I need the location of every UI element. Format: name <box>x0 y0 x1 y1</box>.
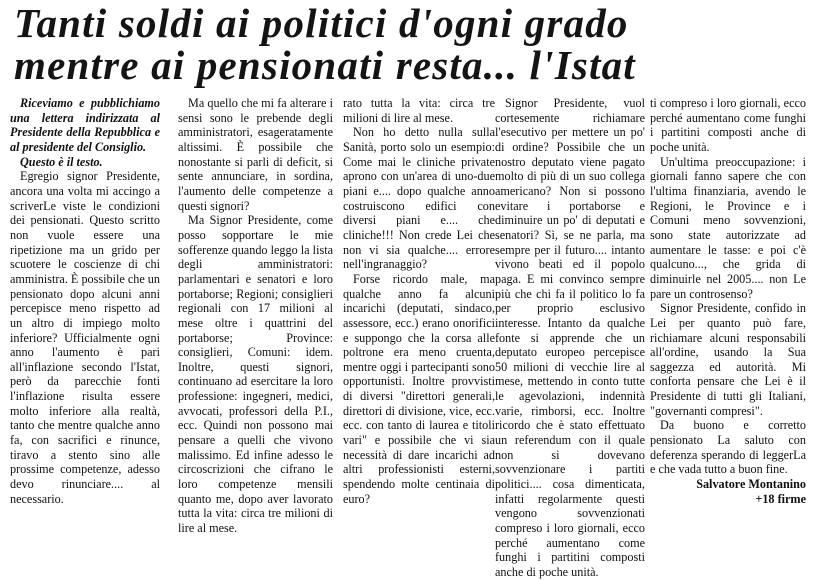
article-column-4 <box>495 96 645 579</box>
article-column-2 <box>178 96 333 536</box>
paragraph: Forse ricordo male, ma qualche anno fa alcuni incarichi (deputati, sindaco, assessore, ecc.) erano onorifici e suppongo che la corsa alle poltrone era meno cruenta, mentre oggi i partecipanti sono opportunisti. Inoltre provvisti di diversi "direttori generali, direttori di divisione, vice, ecc. ecc. con tanto di laurea e titoli vari" e possibile che vi sia necessità di dare incarichi ad altri professionisti esterni, spendendo molte centinaia di euro? <box>343 271 495 506</box>
intro-paragraph: Riceviamo e pubblichiamo una lettera indirizzata al Presidente della Repubblica e al presidente del Consiglio. <box>10 96 160 154</box>
paragraph: Signor Presidente, vuol cortesemente richiamare l'esecutivo per mettere un po' di ordine? Possibile che un nostro deputato viene pagato molto di più di un suo collega americano? Non si possono evitare i portaborse e diminuire un po' di deputati e senatori? Sì, se ne parla, ma sempre per il futuro.... intanto vivono beati ed il popolo paga. E mi convinco sempre più che chi fa il politico lo fa per proprio esclusivo interesse. Intanto da qualche fonte si apprende che un deputato europeo percepisce 50 milioni di vecchie lire al mese, mettendo in conto tutte le agevolazioni, indennità varie, rimborsi, ecc. Inoltre ricordo che è stato effettuato un referendum con il quale non si dovevano sovvenzionare i partiti politici.... cosa dimenticata, infatti regolarmente questi vengono sovvenzionati compreso i loro giornali, ecco perché aumentano come funghi i partitini composti anche di poche unità. <box>495 96 645 579</box>
paragraph: Ma quello che mi fa alterare i sensi sono le prebende degli amministratori, esageratamente altissimi. È possibile che nonostante si parli di deficit, si sente annunciare, in sordina, l'aumento delle competenze a questi signori? <box>178 96 333 213</box>
paragraph: Non ho detto nulla sulla Sanità, porto solo un esempio: Come mai le cliniche private aprono con un'area di uno-due piani e.... dopo qualche anno costruiscono edifici con diversi piani e.... che cliniche!!! Non crede Lei che non vi sia qualche.... errore nell'ingranaggio? <box>343 125 495 272</box>
article-column-3 <box>343 96 495 506</box>
intro-lead: Questo è il testo. <box>20 154 103 169</box>
headline-line-1: Tanti soldi ai politici d'ogni grado <box>14 0 629 46</box>
paragraph: Un'ultima preoccupazione: i giornali fanno sapere che con l'ultima finanziaria, avendo le Regioni, le Province e i Comuni meno sovvenzioni, sono state autorizzate ad aumentare le tasse: e poi c'è qualcuno..., che grida di diminuirle nel 2005.... non Le pare un controsenso? <box>650 154 806 301</box>
paragraph: rato tutta la vita: circa tre milioni di lire al mese. <box>343 96 495 125</box>
signature-name: Salvatore Montanino <box>696 477 806 492</box>
paragraph: Signor Presidente, confido in Lei per quanto può fare, richiamare alcuni responsabili all'ordine, usando la Sua saggezza ed autorità. Mi conforta pensare che Lei è il Presidente di tutti gli Italiani, "governanti compresi". <box>650 301 806 418</box>
paragraph: Da buono e corretto pensionato La saluto con deferenza sperando di leggerLa e che vada tutto a buon fine. <box>650 418 806 477</box>
paragraph: ti compreso i loro giornali, ecco perché aumentano come funghi i partitini composti anche di poche unità. <box>650 96 806 154</box>
article-column-5 <box>650 96 806 506</box>
paragraph: Ma Signor Presidente, come posso sopportare le mie sofferenze quando leggo la lista degli amministratori: parlamentari e senatori e loro portaborse; Regioni; consiglieri regionali con 17 milioni al mese oltre i quattrini del portaborse; Province: consiglieri, Comuni: idem. Inoltre, questi signori, continuano ad esercitare la loro professione: ingegneri, medici, avvocati, professori della P.I., ecc. Quindi non possono mai pensare a quelli che vivono malissimo. Ed infine adesso le circoscrizioni che cifrano le loro competenze mensili quanto me, dopo aver lavorato tutta la vita: circa tre milioni di lire al mese. <box>178 213 333 536</box>
headline <box>14 2 814 86</box>
signature-note: +18 firme <box>755 491 806 506</box>
article-column-1 <box>10 96 160 506</box>
headline-line-2: mentre ai pensionati resta... l'Istat <box>14 42 636 88</box>
paragraph: Egregio signor Presidente, ancora una volta mi accingo a scriverLe viste le condizioni dei pensionati. Questo scritto non vuole essere una ripetizione ma un grido per scuotere le coscienze di chi amministra. È possibile che un pensionato dopo alcuni anni percepisce meno rispetto ad un altro di impiego molto inferiore? Ufficialmente ogni anno l'aumento è pari all'inflazione secondo l'Istat, però da parecchie fonti l'inflazione risulta essere molto inferiore alla realtà, tanto che mentre qualche anno fa, con sacrifici e rinunce, tiravo a stento sino alle prossime competenze, adesso devo rinunciare.... al necessario. <box>10 169 160 506</box>
